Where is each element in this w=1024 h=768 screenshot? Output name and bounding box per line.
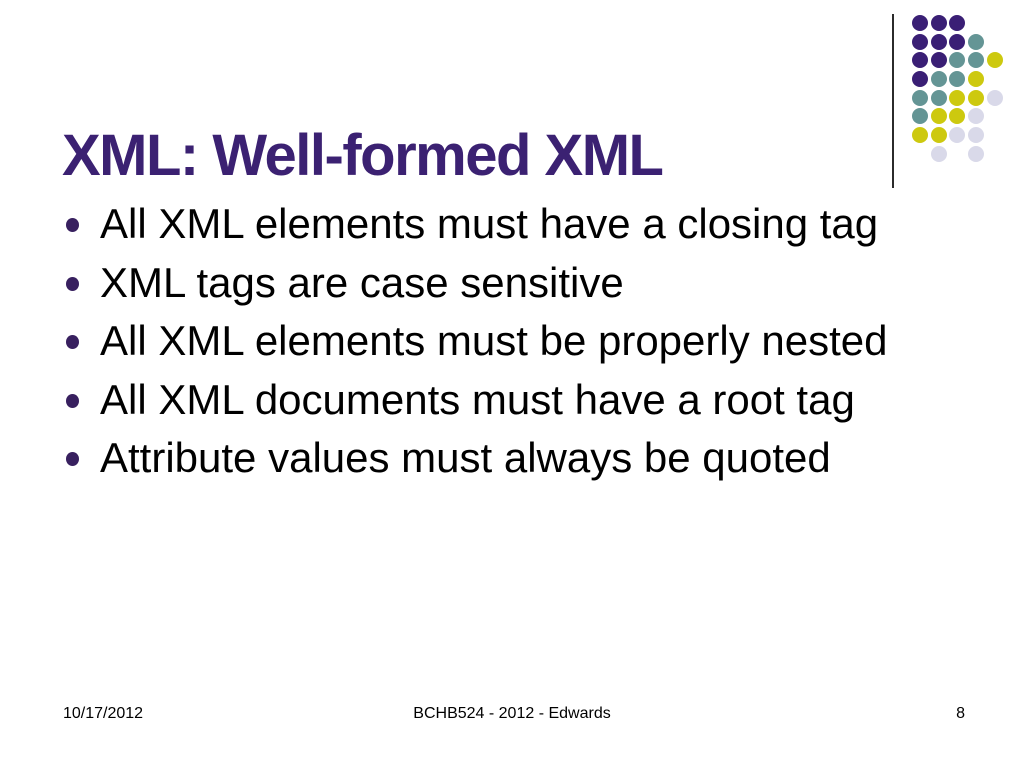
lavender-dot-icon <box>949 127 965 143</box>
lavender-dot-icon <box>968 108 984 124</box>
teal-dot-icon <box>931 71 947 87</box>
purple-dot-icon <box>931 34 947 50</box>
teal-dot-icon <box>968 34 984 50</box>
footer-course-label: BCHB524 - 2012 - Edwards <box>413 705 611 722</box>
purple-dot-icon <box>949 15 965 31</box>
bullet-list <box>66 200 966 496</box>
bullet-item <box>66 434 966 481</box>
yellow-dot-icon <box>968 90 984 106</box>
purple-dot-icon <box>949 34 965 50</box>
bullet-item <box>66 200 966 247</box>
decorative-vertical-rule <box>892 14 894 188</box>
bullet-marker-icon <box>66 394 79 408</box>
lavender-dot-icon <box>968 127 984 143</box>
lavender-dot-icon <box>987 90 1003 106</box>
bullet-marker-icon <box>66 335 79 349</box>
bullet-item <box>66 375 966 423</box>
yellow-dot-icon <box>949 108 965 124</box>
footer-date: 10/17/2012 <box>63 705 144 722</box>
purple-dot-icon <box>912 52 928 68</box>
purple-dot-icon <box>931 52 947 68</box>
teal-dot-icon <box>949 71 965 87</box>
purple-dot-icon <box>912 34 928 50</box>
bullet-text: All XML elements must have a closing tag <box>100 200 879 247</box>
teal-dot-icon <box>968 52 984 68</box>
purple-dot-icon <box>931 15 947 31</box>
bullet-text: XML tags are case sensitive <box>100 258 624 306</box>
yellow-dot-icon <box>912 127 928 143</box>
bullet-text: Attribute values must always be quoted <box>100 434 831 481</box>
bullet-item <box>66 317 966 364</box>
yellow-dot-icon <box>931 108 947 124</box>
yellow-dot-icon <box>968 71 984 87</box>
yellow-dot-icon <box>949 90 965 106</box>
bullet-marker-icon <box>66 452 79 466</box>
lavender-dot-icon <box>968 146 984 162</box>
bullet-marker-icon <box>66 218 79 232</box>
bullet-marker-icon <box>66 277 79 291</box>
bullet-item <box>66 258 966 306</box>
yellow-dot-icon <box>931 127 947 143</box>
yellow-dot-icon <box>987 52 1003 68</box>
purple-dot-icon <box>912 15 928 31</box>
footer-page-number: 8 <box>956 705 965 722</box>
purple-dot-icon <box>912 71 928 87</box>
teal-dot-icon <box>912 108 928 124</box>
lavender-dot-icon <box>931 146 947 162</box>
bullet-text: All XML documents must have a root tag <box>100 375 855 423</box>
bullet-text: All XML elements must be properly nested <box>100 317 888 364</box>
teal-dot-icon <box>949 52 965 68</box>
teal-dot-icon <box>931 90 947 106</box>
teal-dot-icon <box>912 90 928 106</box>
slide-title: XML: Well-formed XML <box>62 122 663 188</box>
